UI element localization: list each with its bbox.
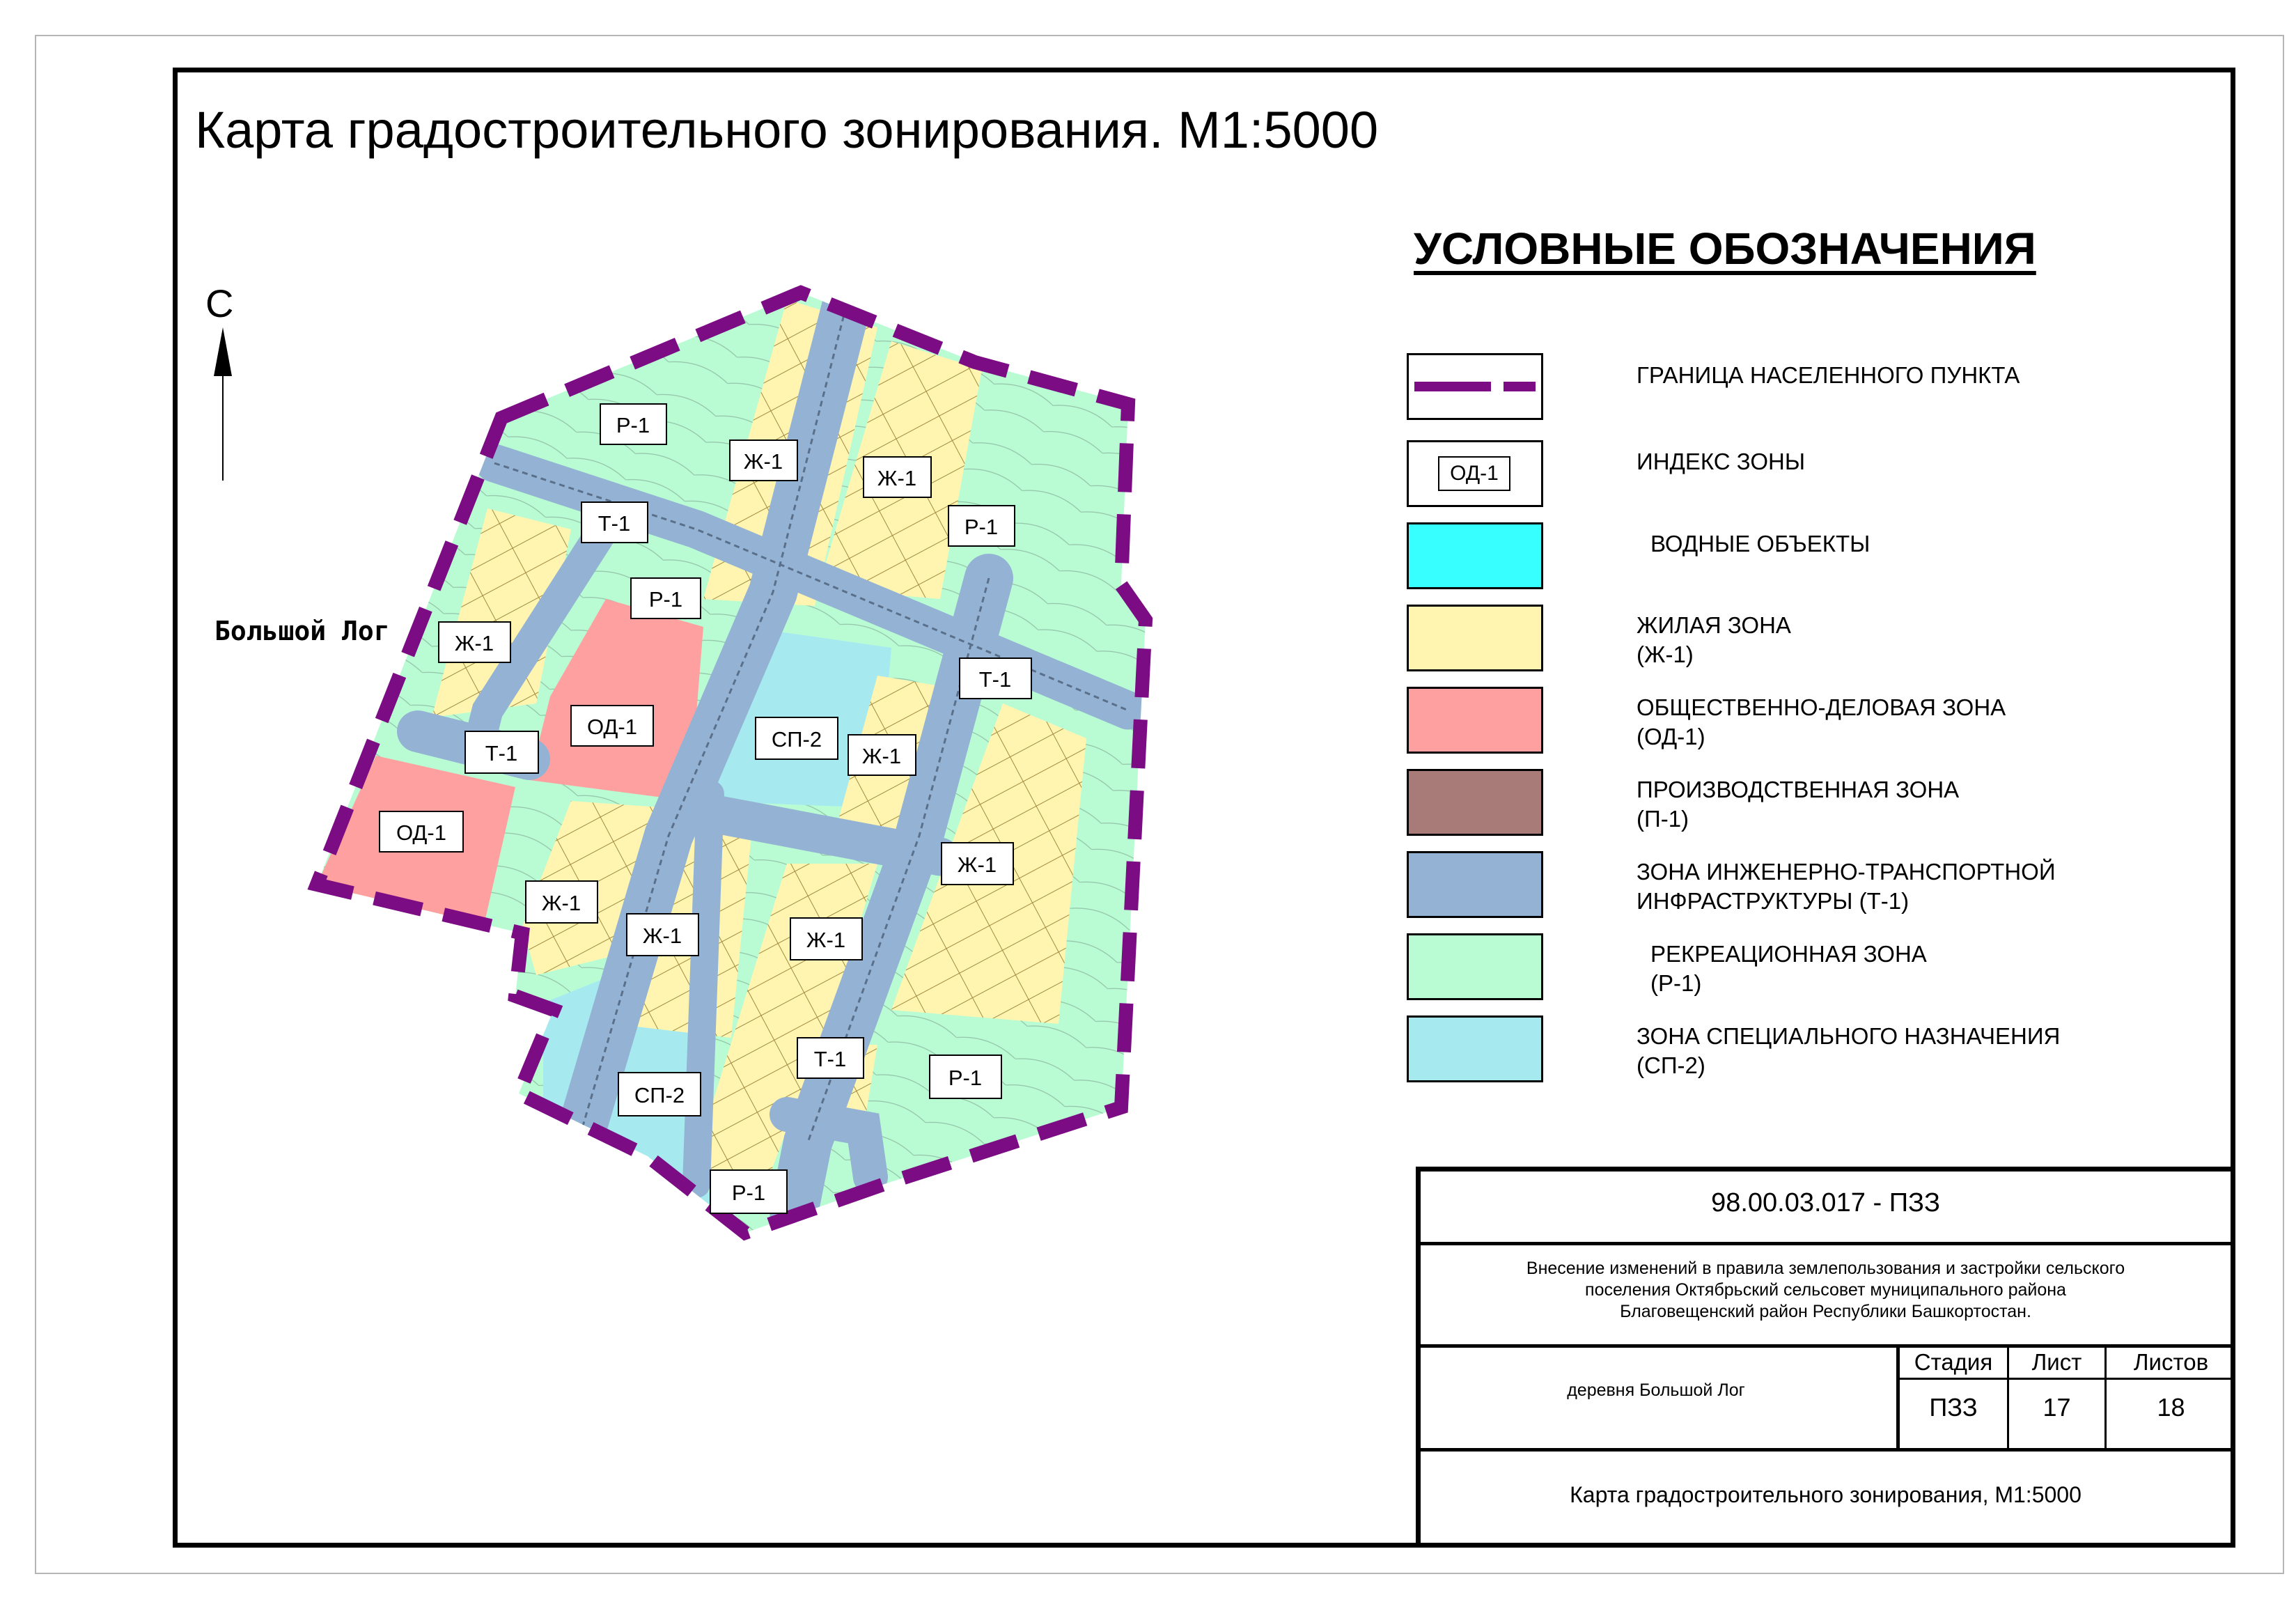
legend-swatch-special bbox=[1407, 1015, 1543, 1082]
zone-label-zh1-g bbox=[790, 918, 862, 960]
zone-label-zh1-f bbox=[627, 914, 698, 956]
svg-text:Ж-1: Ж-1 bbox=[642, 924, 682, 948]
north-arrow-icon bbox=[214, 327, 232, 481]
legend-title: УСЛОВНЫЕ ОБОЗНАЧЕНИЯ bbox=[1414, 224, 2036, 274]
stamp-divider bbox=[1416, 1448, 2235, 1452]
legend-swatch-recreation bbox=[1407, 933, 1543, 1000]
svg-text:СП-2: СП-2 bbox=[771, 727, 822, 752]
zone-label-r1-ne bbox=[948, 506, 1015, 546]
zone-label-r1-s bbox=[710, 1170, 787, 1213]
legend-swatch-transport bbox=[1407, 851, 1543, 918]
zone-label-zh1-c bbox=[848, 735, 916, 775]
svg-text:Р-1: Р-1 bbox=[948, 1066, 983, 1090]
legend-text-industrial: ПРОИЗВОДСТВЕННАЯ ЗОНА (П-1) bbox=[1637, 777, 1960, 832]
stamp-header-stage: Стадия bbox=[1914, 1349, 1993, 1375]
stamp-header-sheets: Листов bbox=[2133, 1349, 2209, 1375]
zone-label-od1-a bbox=[571, 706, 653, 746]
stamp-value-stage: ПЗЗ bbox=[1929, 1393, 1978, 1422]
legend-swatch-residential bbox=[1407, 605, 1543, 671]
zone-label-zh1-a bbox=[730, 440, 797, 481]
svg-text:Р-1: Р-1 bbox=[616, 413, 650, 437]
zone-label-t1-d bbox=[797, 1038, 864, 1078]
svg-text:Ж-1: Ж-1 bbox=[454, 631, 494, 655]
zone-label-t1-a bbox=[581, 502, 648, 543]
stamp-divider bbox=[1896, 1378, 2235, 1380]
zone-label-zh1-b bbox=[864, 457, 931, 497]
stamp-value-sheet: 17 bbox=[2043, 1393, 2071, 1422]
legend-swatch-water bbox=[1407, 522, 1543, 589]
legend-text-index: ИНДЕКС ЗОНЫ bbox=[1637, 449, 1806, 474]
document-description: Внесение изменений в правила землепользования и застройки сельского поселения Октябрьский сельсовет муниципального района Благовещенский район Республики Башкортостан. bbox=[1526, 1259, 2125, 1321]
svg-text:Т-1: Т-1 bbox=[485, 741, 518, 765]
svg-text:Ж-1: Ж-1 bbox=[743, 449, 783, 474]
svg-text:СП-2: СП-2 bbox=[634, 1083, 685, 1107]
document-place: деревня Большой Лог bbox=[1567, 1380, 1745, 1400]
svg-text:Т-1: Т-1 bbox=[978, 667, 1012, 692]
svg-text:Т-1: Т-1 bbox=[813, 1047, 847, 1071]
legend-index-sample: ОД-1 bbox=[1438, 456, 1510, 491]
map-zones bbox=[279, 265, 1184, 1275]
legend-swatch-boundary bbox=[1407, 353, 1543, 420]
zone-label-od1-b bbox=[380, 811, 463, 852]
stamp-bottom-title: Карта градостроительного зонирования, М1:5000 bbox=[1570, 1482, 2082, 1507]
legend-text-boundary: ГРАНИЦА НАСЕЛЕННОГО ПУНКТА bbox=[1637, 362, 2020, 388]
zone-label-t1-c bbox=[960, 658, 1031, 699]
legend-text-special: ЗОНА СПЕЦИАЛЬНОГО НАЗНАЧЕНИЯ (СП-2) bbox=[1637, 1023, 2061, 1078]
zone-label-sp2-b bbox=[618, 1073, 701, 1116]
stamp-divider bbox=[1416, 1344, 2235, 1348]
stamp-value-sheets: 18 bbox=[2157, 1393, 2185, 1422]
svg-text:Р-1: Р-1 bbox=[964, 515, 999, 539]
map-title: Карта градостроительного зонирования. М1:5000 bbox=[195, 101, 1379, 159]
svg-text:ОД-1: ОД-1 bbox=[587, 715, 637, 739]
zone-label-zh1-e bbox=[526, 881, 598, 923]
zone-label-r1-mid bbox=[631, 578, 701, 618]
north-label: С bbox=[205, 281, 234, 325]
svg-text:Ж-1: Ж-1 bbox=[861, 744, 902, 768]
legend-swatch-public bbox=[1407, 687, 1543, 754]
svg-text:Ж-1: Ж-1 bbox=[541, 891, 581, 915]
svg-text:Ж-1: Ж-1 bbox=[877, 466, 917, 490]
svg-text:Т-1: Т-1 bbox=[598, 511, 631, 536]
zone-label-r1-nw bbox=[600, 404, 666, 444]
legend-text-transport: ЗОНА ИНЖЕНЕРНО-ТРАНСПОРТНОЙ ИНФРАСТРУКТУРЫ (Т-1) bbox=[1637, 859, 2056, 914]
village-label: Большой Лог bbox=[214, 616, 390, 646]
stamp-header-sheet: Лист bbox=[2031, 1349, 2082, 1375]
legend-swatch-index bbox=[1407, 440, 1543, 507]
svg-text:Р-1: Р-1 bbox=[648, 587, 683, 612]
zone-label-t1-b bbox=[465, 731, 538, 773]
zone-label-zh1-d bbox=[942, 843, 1013, 885]
svg-text:ОД-1: ОД-1 bbox=[396, 820, 446, 845]
svg-text:Ж-1: Ж-1 bbox=[957, 853, 997, 877]
svg-text:Ж-1: Ж-1 bbox=[806, 928, 846, 952]
legend-text-public: ОБЩЕСТВЕННО-ДЕЛОВАЯ ЗОНА (ОД-1) bbox=[1637, 694, 2006, 749]
zone-label-zh1-w bbox=[439, 622, 510, 662]
stamp-divider bbox=[1416, 1242, 2235, 1245]
legend-text-water: ВОДНЫЕ ОБЪЕКТЫ bbox=[1650, 531, 1871, 557]
legend-swatch-industrial bbox=[1407, 769, 1543, 836]
legend-text-recreation: РЕКРЕАЦИОННАЯ ЗОНА (Р-1) bbox=[1650, 941, 1927, 996]
zone-label-r1-se bbox=[930, 1055, 1001, 1098]
document-code: 98.00.03.017 - ПЗЗ bbox=[1711, 1188, 1940, 1217]
svg-text:Р-1: Р-1 bbox=[731, 1181, 766, 1205]
legend-text-residential: ЖИЛАЯ ЗОНА (Ж-1) bbox=[1637, 612, 1791, 667]
zone-label-sp2-a bbox=[756, 717, 838, 759]
